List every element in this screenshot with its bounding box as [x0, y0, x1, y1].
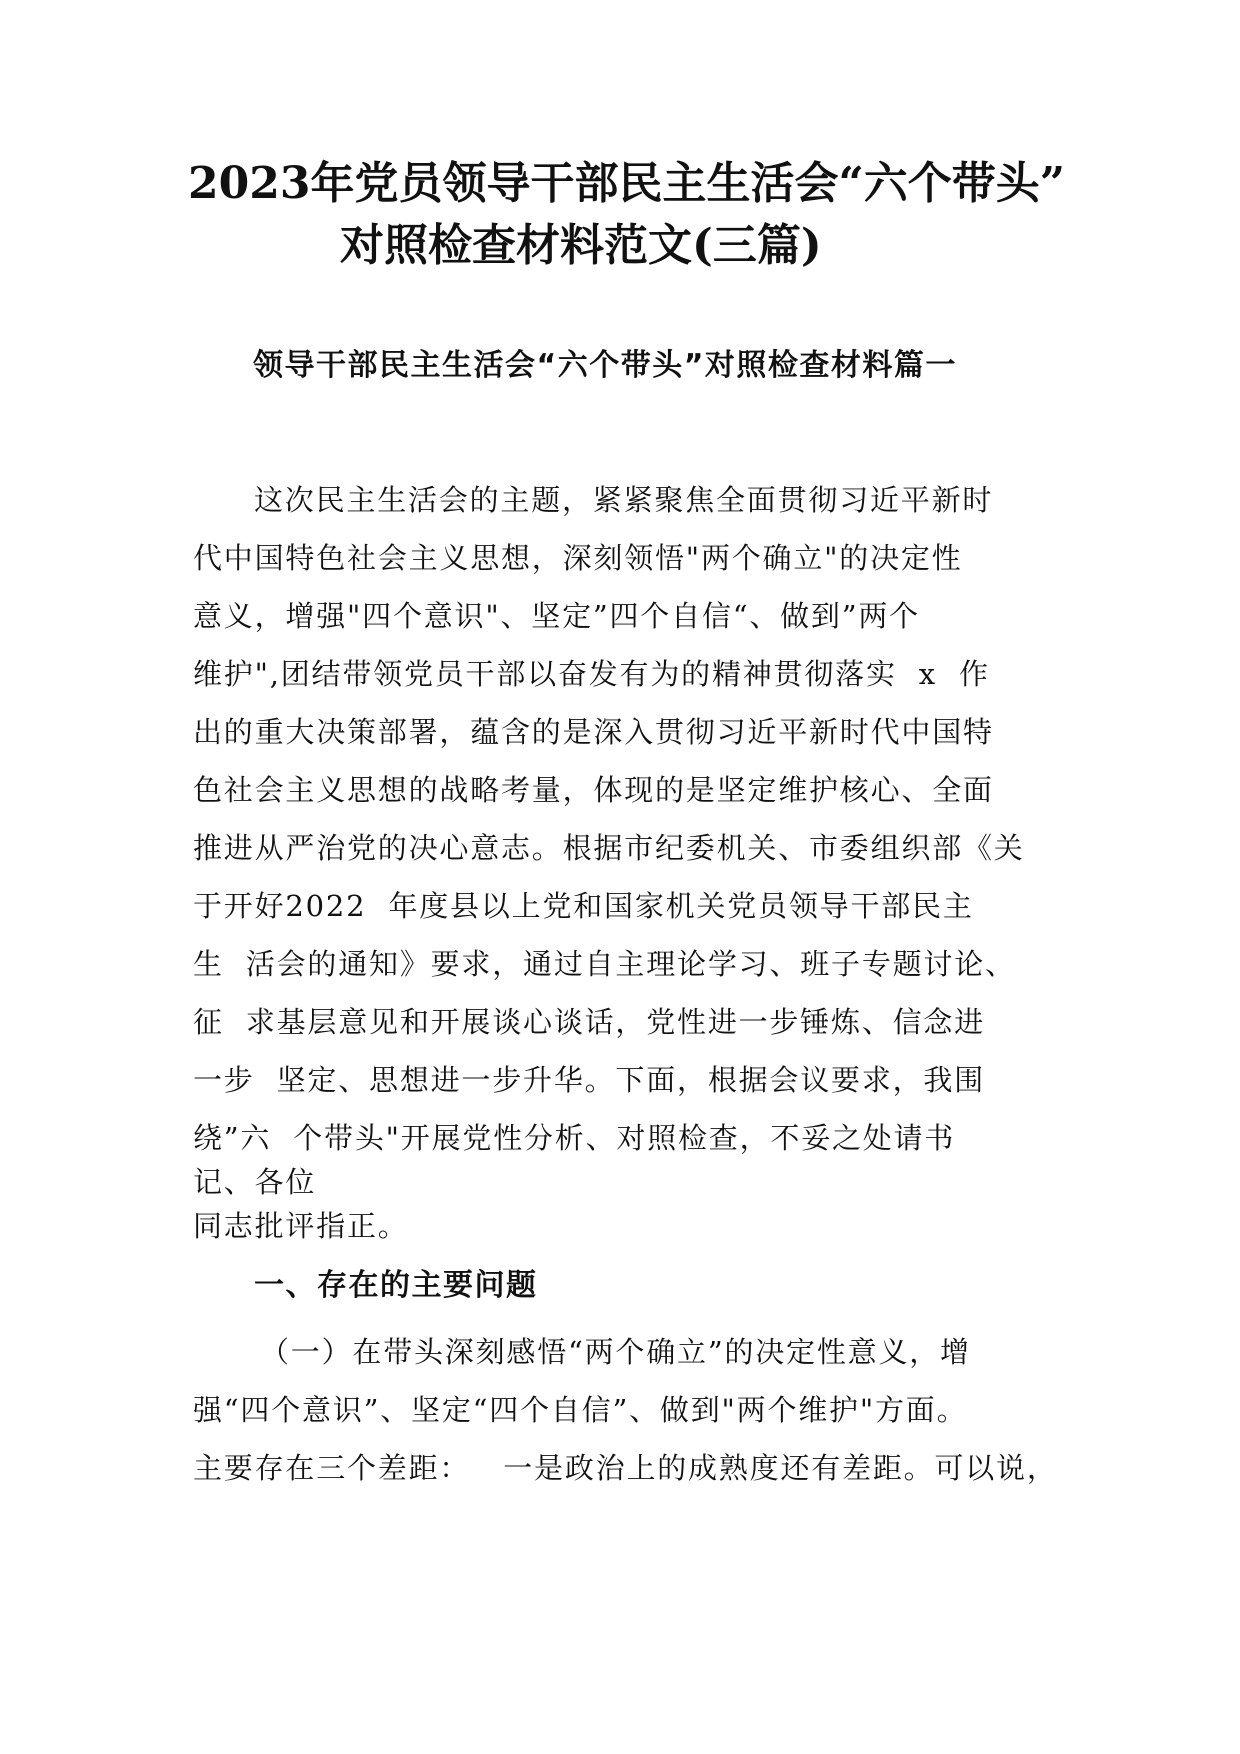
document-title-line-2: 对照检查材料范文(三篇) — [340, 220, 822, 271]
paragraph-line: 强“四个意识”、坚定“四个自信”、做到"两个维护"方面。 — [193, 1393, 968, 1427]
paragraph-line: 同志批评指正。 — [193, 1209, 409, 1243]
paragraph-line: 一步 坚定、思想进一步升华。下面，根据会议要求，我围 — [193, 1063, 986, 1097]
paragraph-line: 推进从严治党的决心意志。根据市纪委机关、市委组织部《关 — [193, 831, 1025, 865]
paragraph-line: （一）在带头深刻感悟“两个确立”的决定性意义，增 — [260, 1335, 971, 1369]
paragraph-line: 主要存在三个差距： 一是政治上的成熟度还有差距。可以说， — [193, 1451, 1058, 1485]
paragraph-line: 代中国特色社会主义思想，深刻领悟"两个确立"的决定性 — [193, 541, 963, 575]
paragraph-line: 于开好2022 年度县以上党和国家机关党员领导干部民主 — [193, 889, 974, 923]
paragraph-line: 征 求基层意见和开展谈心谈话，党性进一步锤炼、信念进 — [193, 1005, 986, 1039]
paragraph-line: 这次民主生活会的主题，紧紧聚焦全面贯彻习近平新时 — [254, 483, 994, 517]
paragraph-line: 记、各位 — [193, 1165, 317, 1199]
document-subtitle: 领导干部民主生活会“六个带头”对照检查材料篇一 — [253, 348, 957, 383]
document-title-line-1: 2023年党员领导干部民主生活会“六个带头” — [188, 158, 1066, 209]
section-heading: 一、存在的主要问题 — [254, 1268, 538, 1303]
paragraph-line: 色社会主义思想的战略考量，体现的是坚定维护核心、全面 — [193, 773, 994, 807]
paragraph-line: 维护",团结带领党员干部以奋发有为的精神贯彻落实 x 作 — [193, 657, 990, 691]
paragraph-line: 意义，增强"四个意识"、坚定”四个自信“、做到”两个 — [193, 599, 920, 633]
paragraph-line: 绕”六 个带头"开展党性分析、对照检查，不妥之处请书 — [193, 1121, 956, 1155]
paragraph-line: 生 活会的通知》要求，通过自主理论学习、班子专题讨论、 — [193, 947, 1016, 981]
paragraph-line: 出的重大决策部署，蕴含的是深入贯彻习近平新时代中国特 — [193, 715, 994, 749]
